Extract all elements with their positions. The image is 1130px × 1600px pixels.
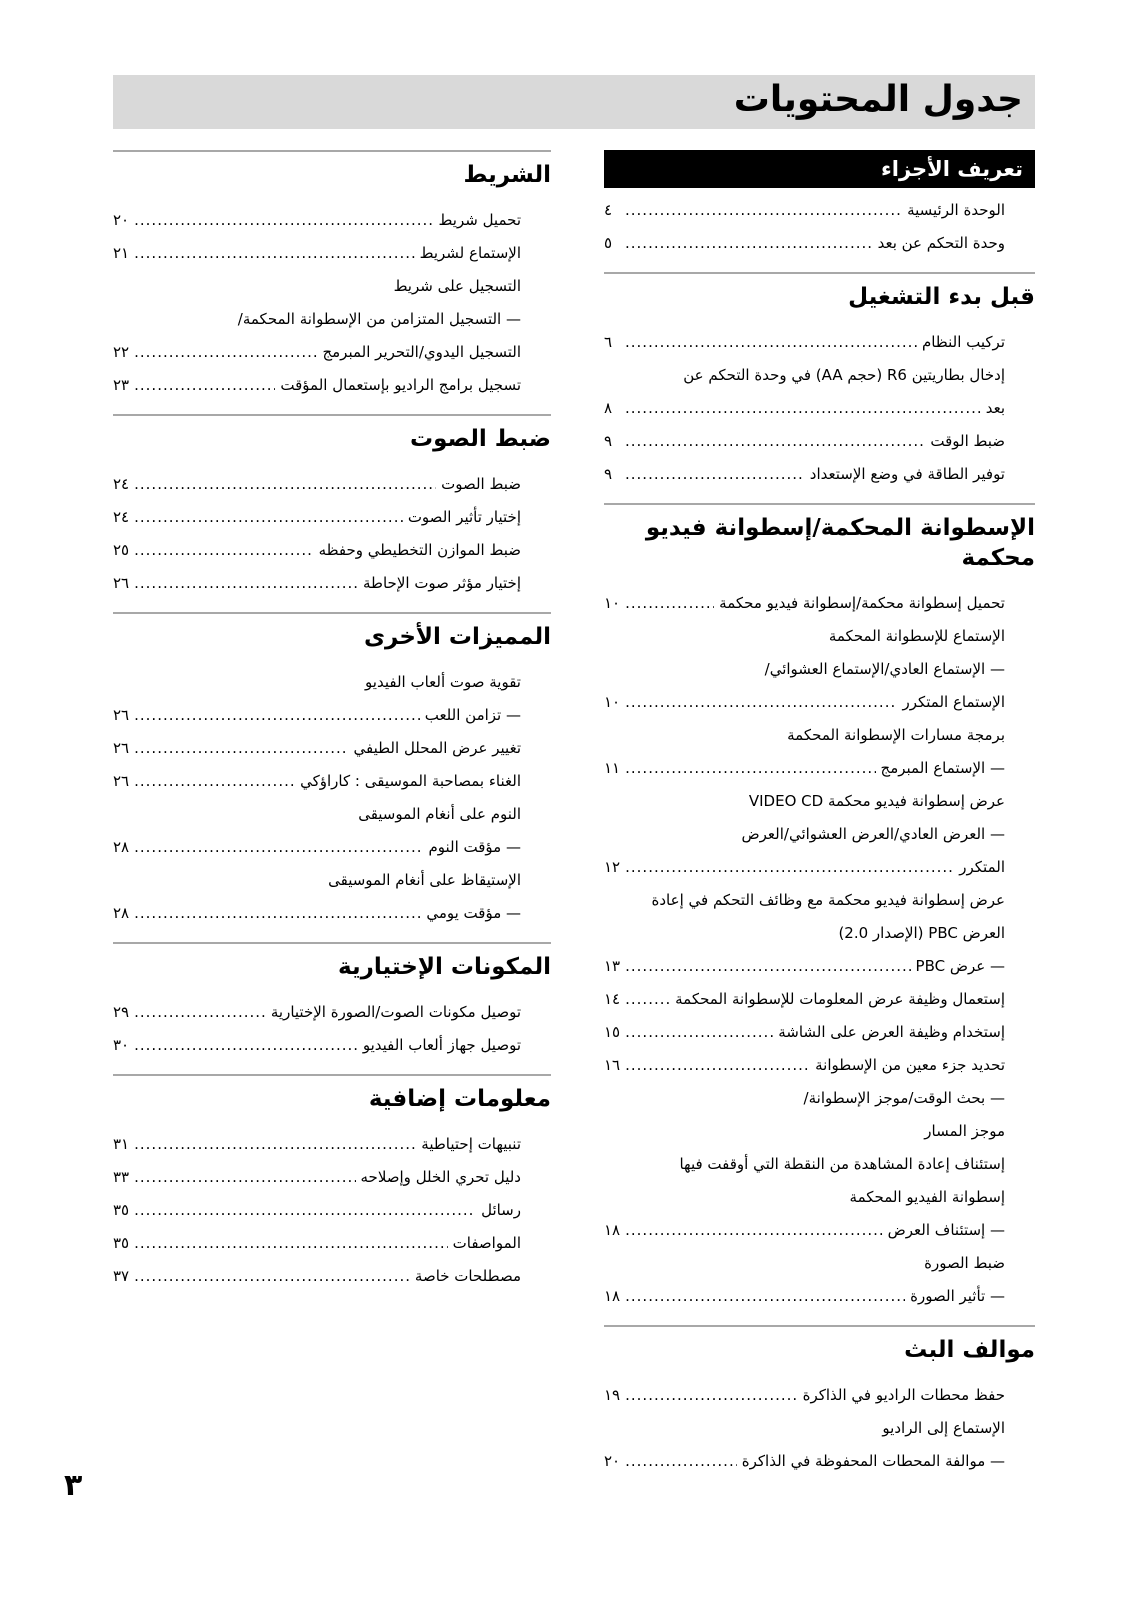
toc-entry-line: موجز المسار: [924, 1122, 1005, 1140]
toc-section: [604, 272, 1035, 491]
dot-leader: [134, 501, 403, 534]
toc-entry-list: [604, 1379, 1035, 1478]
page-number: ٣: [64, 1468, 83, 1503]
toc-entry-title: المتكرر: [959, 858, 1005, 876]
toc-page-number: ٢٠: [113, 211, 130, 229]
dot-leader: [134, 1161, 355, 1194]
toc-entry-title: تغيير عرض المحلل الطيفي: [353, 739, 521, 757]
toc-entry-title: إستعمال وظيفة عرض المعلومات للإسطوانة المحكمة: [675, 990, 1005, 1008]
dot-leader: [134, 204, 433, 237]
toc-entry: [113, 831, 521, 864]
toc-page-number: ١٣: [604, 957, 621, 975]
toc-page-number: ٦: [604, 333, 613, 351]
toc-entry-title: حفظ محطات الراديو في الذاكرة: [802, 1386, 1005, 1404]
dot-leader: [625, 851, 954, 884]
dot-leader: [625, 587, 714, 620]
toc-entry-line: الإستيقاظ على أنغام الموسيقى: [328, 871, 521, 889]
toc-section: [604, 503, 1035, 1313]
dot-leader: [625, 425, 925, 458]
dot-leader: [625, 194, 902, 227]
toc-section: [113, 414, 551, 600]
dot-leader: [134, 1227, 448, 1260]
toc-entry: [604, 1280, 1005, 1313]
toc-entry: [113, 204, 521, 237]
dot-leader: [134, 534, 313, 567]
toc-section: [604, 150, 1035, 260]
toc-entry: [113, 468, 521, 501]
toc-page-number: ٢١: [113, 244, 130, 262]
toc-entry-line: — الإستماع العادي/الإستماع العشوائي/: [764, 660, 1005, 678]
toc-page-number: ٩: [604, 432, 613, 450]
toc-entry-title: ضبط الصوت: [441, 475, 521, 493]
toc-page-number: ٢٨: [113, 904, 130, 922]
toc-page-number: ٢٩: [113, 1003, 130, 1021]
toc-entry: [113, 1029, 521, 1062]
toc-entry-title: توصيل جهاز ألعاب الفيديو: [362, 1036, 521, 1054]
toc-page-number: ١٥: [604, 1023, 621, 1041]
toc-page-number: ٢٠: [604, 1452, 621, 1470]
toc-entry: [604, 194, 1005, 227]
toc-entry: [113, 336, 521, 369]
toc-entry-list: [113, 468, 551, 600]
toc-page-number: ١٠: [604, 693, 621, 711]
dot-leader: [134, 765, 295, 798]
dot-leader: [134, 732, 348, 765]
toc-page-number: ٢٣: [113, 376, 130, 394]
toc-entry-line: الإستماع للإسطوانة المحكمة: [828, 627, 1005, 645]
toc-entry: [604, 1016, 1005, 1049]
toc-entry-title: — موالفة المحطات المحفوظة في الذاكرة: [741, 1452, 1005, 1470]
dot-leader: [625, 1049, 810, 1082]
dot-leader: [134, 336, 317, 369]
dot-leader: [625, 950, 910, 983]
page-title: جدول المحتويات: [733, 79, 1023, 120]
toc-entry-title: إختيار تأثير الصوت: [407, 508, 521, 526]
toc-entry: [604, 983, 1005, 1016]
toc-entry-line: إدخال بطاريتين R6 (حجم AA) في وحدة التحكم عن: [683, 366, 1005, 384]
toc-entry-title: الإستماع المتكرر: [902, 693, 1005, 711]
toc-entry-line: الإستماع إلى الراديو: [882, 1419, 1005, 1437]
toc-entry-title: — تأثير الصورة: [910, 1287, 1005, 1305]
toc-entry-title: تحديد جزء معين من الإسطوانة: [815, 1056, 1005, 1074]
toc-entry-title: بعد: [985, 399, 1005, 417]
dot-leader: [134, 1029, 358, 1062]
toc-page-number: ٢٤: [113, 508, 130, 526]
section-heading: تعريف الأجزاء: [604, 150, 1035, 188]
toc-entry: [113, 534, 521, 567]
toc-page-number: ٢٤: [113, 475, 130, 493]
toc-entry-title: ضبط الوقت: [930, 432, 1005, 450]
section-heading: الشريط: [463, 162, 551, 188]
toc-entry: [113, 1227, 521, 1260]
dot-leader: [625, 752, 875, 785]
toc-entry-title: تسجيل برامج الراديو بإستعمال المؤقت: [280, 376, 521, 394]
toc-page-number: ٣٥: [113, 1201, 130, 1219]
toc-page-number: ١٤: [604, 990, 621, 1008]
toc-page-number: ١٨: [604, 1221, 621, 1239]
toc-entry-line: — التسجيل المتزامن من الإسطوانة المحكمة/: [237, 310, 521, 328]
toc-page-number: ٢٦: [113, 706, 130, 724]
toc-entry-title: توفير الطاقة في وضع الإستعداد: [809, 465, 1005, 483]
dot-leader: [134, 237, 414, 270]
toc-entry: [604, 1379, 1005, 1412]
dot-leader: [625, 1016, 773, 1049]
toc-entry-title: الغناء بمصاحبة الموسيقى : كاراؤكي: [300, 772, 521, 790]
toc-page-number: ٣١: [113, 1135, 130, 1153]
toc-page-number: ٢٦: [113, 739, 130, 757]
toc-entry-list: [604, 194, 1035, 260]
toc-entry-line: النوم على أنغام الموسيقى: [358, 805, 521, 823]
toc-entry: [604, 587, 1005, 620]
toc-entry-list: [113, 996, 551, 1062]
dot-leader: [625, 392, 981, 425]
dot-leader: [625, 983, 670, 1016]
toc-entry: [604, 1445, 1005, 1478]
toc-entry: [113, 1194, 521, 1227]
dot-leader: [625, 458, 805, 491]
toc-page-number: ٢٦: [113, 574, 130, 592]
toc-entry: [113, 1128, 521, 1161]
toc-entry-title: المواصفات: [452, 1234, 521, 1252]
toc-entry-line: — بحث الوقت/موجز الإسطوانة/: [803, 1089, 1005, 1107]
toc-page-number: ٢٨: [113, 838, 130, 856]
toc-entry-title: تركيب النظام: [921, 333, 1005, 351]
section-heading: الإسطوانة المحكمة/إسطوانة فيديو محكمة: [645, 515, 1035, 571]
dot-leader: [134, 699, 420, 732]
toc-entry-title: وحدة التحكم عن بعد: [877, 234, 1005, 252]
toc-entry: [113, 501, 521, 534]
toc-entry-title: — مؤقت النوم: [428, 838, 521, 856]
toc-page-number: ٢٥: [113, 541, 130, 559]
toc-entry-title: ضبط الموازن التخطيطي وحفظه: [318, 541, 521, 559]
toc-entry: [113, 732, 521, 765]
section-heading: المميزات الأخرى: [363, 624, 551, 650]
toc-entry: [604, 752, 1005, 785]
toc-entry-line: إسطوانة الفيديو المحكمة: [849, 1188, 1005, 1206]
toc-page-number: ١٠: [604, 594, 621, 612]
toc-section: [113, 612, 551, 930]
dot-leader: [625, 1379, 797, 1412]
toc-entry: [113, 996, 521, 1029]
toc-entry-title: إختيار مؤثر صوت الإحاطة: [363, 574, 521, 592]
toc-entry-line: العرض PBC (الإصدار 2.0): [838, 924, 1005, 942]
toc-page-number: ٩: [604, 465, 613, 483]
toc-page-number: ٣٥: [113, 1234, 130, 1252]
section-heading: ضبط الصوت: [410, 426, 551, 452]
dot-leader: [134, 1128, 416, 1161]
toc-entry: [604, 1214, 1005, 1247]
title-bar: [113, 75, 1035, 129]
toc-entry-title: الوحدة الرئيسية: [907, 201, 1005, 219]
dot-leader: [134, 1260, 410, 1293]
dot-leader: [625, 227, 873, 260]
dot-leader: [134, 369, 275, 402]
toc-entry: [604, 326, 1005, 359]
toc-page-number: ٤: [604, 201, 613, 219]
section-heading: معلومات إضافية: [368, 1086, 551, 1112]
section-heading: موالف البث: [904, 1337, 1035, 1363]
toc-entry-list: [113, 1128, 551, 1293]
toc-entry-title: تحميل شريط: [438, 211, 521, 229]
dot-leader: [134, 1194, 476, 1227]
toc-entry: [604, 227, 1005, 260]
toc-section: [604, 1325, 1035, 1478]
toc-entry-title: التسجيل اليدوي/التحرير المبرمج: [322, 343, 521, 361]
toc-entry: [604, 392, 1005, 425]
toc-entry: [113, 897, 521, 930]
toc-entry-title: إستخدام وظيفة العرض على الشاشة: [778, 1023, 1005, 1041]
toc-entry: [604, 851, 1005, 884]
toc-page-number: ٥: [604, 234, 613, 252]
toc-entry-title: دليل تحري الخلل وإصلاحه: [360, 1168, 521, 1186]
toc-page-number: ١٩: [604, 1386, 621, 1404]
toc-entry-line: عرض إسطوانة فيديو محكمة مع وظائف التحكم في إعادة: [651, 891, 1005, 909]
toc-entry-title: تنبيهات إحتياطية: [421, 1135, 521, 1153]
left-column: [113, 150, 551, 1305]
toc-entry: [604, 950, 1005, 983]
toc-entry: [113, 765, 521, 798]
dot-leader: [625, 1214, 883, 1247]
toc-entry-title: مصطلحات خاصة: [414, 1267, 521, 1285]
toc-entry: [604, 686, 1005, 719]
dot-leader: [625, 1280, 905, 1313]
toc-entry-line: تقوية صوت ألعاب الفيديو: [365, 673, 521, 691]
toc-section: [113, 1074, 551, 1293]
toc-section: [113, 942, 551, 1062]
toc-page-number: ٢٦: [113, 772, 130, 790]
toc-entry-list: [113, 666, 551, 930]
toc-entry-list: [604, 326, 1035, 491]
toc-entry-title: رسائل: [481, 1201, 521, 1219]
toc-page-number: ٣٧: [113, 1267, 130, 1285]
right-column: [604, 150, 1035, 1490]
toc-entry-title: — تزامن اللعب: [424, 706, 521, 724]
toc-entry-title: — عرض PBC: [915, 957, 1005, 975]
dot-leader: [134, 468, 436, 501]
toc-page-number: ٣٣: [113, 1168, 130, 1186]
toc-page-number: ١٦: [604, 1056, 621, 1074]
toc-entry-title: — الإستماع المبرمج: [880, 759, 1005, 777]
toc-entry: [113, 237, 521, 270]
section-heading: المكونات الإختيارية: [338, 954, 551, 980]
toc-page-number: ٣٠: [113, 1036, 130, 1054]
toc-entry-title: الإستماع لشريط: [419, 244, 521, 262]
toc-entry: [113, 1161, 521, 1194]
toc-page-number: ١٢: [604, 858, 621, 876]
dot-leader: [134, 996, 266, 1029]
dot-leader: [625, 1445, 737, 1478]
toc-page-number: ١١: [604, 759, 621, 777]
toc-entry-line: إستئناف إعادة المشاهدة من النقطة التي أوقفت فيها: [679, 1155, 1005, 1173]
toc-entry-title: تحميل إسطوانة محكمة/إسطوانة فيديو محكمة: [719, 594, 1005, 612]
toc-page-number: ١٨: [604, 1287, 621, 1305]
toc-entry-list: [604, 587, 1035, 1313]
toc-page-number: ٨: [604, 399, 613, 417]
toc-entry-line: برمجة مسارات الإسطوانة المحكمة: [787, 726, 1005, 744]
toc-section: [113, 150, 551, 402]
toc-entry-line: ضبط الصورة: [924, 1254, 1005, 1272]
toc-entry-line: عرض إسطوانة فيديو محكمة VIDEO CD: [748, 792, 1005, 810]
toc-entry: [604, 425, 1005, 458]
dot-leader: [625, 686, 897, 719]
dot-leader: [134, 567, 358, 600]
toc-entry: [604, 458, 1005, 491]
toc-entry-title: — إستئناف العرض: [887, 1221, 1005, 1239]
toc-entry: [113, 567, 521, 600]
toc-entry-line: — العرض العادي/العرض العشوائي/العرض: [741, 825, 1005, 843]
toc-entry: [604, 1049, 1005, 1082]
section-heading: قبل بدء التشغيل: [848, 284, 1035, 310]
dot-leader: [134, 897, 421, 930]
toc-entry: [113, 1260, 521, 1293]
dot-leader: [134, 831, 423, 864]
toc-entry-line: التسجيل على شريط: [393, 277, 521, 295]
toc-entry-title: توصيل مكونات الصوت/الصورة الإختيارية: [270, 1003, 521, 1021]
dot-leader: [625, 326, 917, 359]
toc-entry: [113, 699, 521, 732]
toc-entry-list: [113, 204, 551, 402]
toc-entry-title: — مؤقت يومي: [426, 904, 521, 922]
toc-page-number: ٢٢: [113, 343, 130, 361]
toc-entry: [113, 369, 521, 402]
